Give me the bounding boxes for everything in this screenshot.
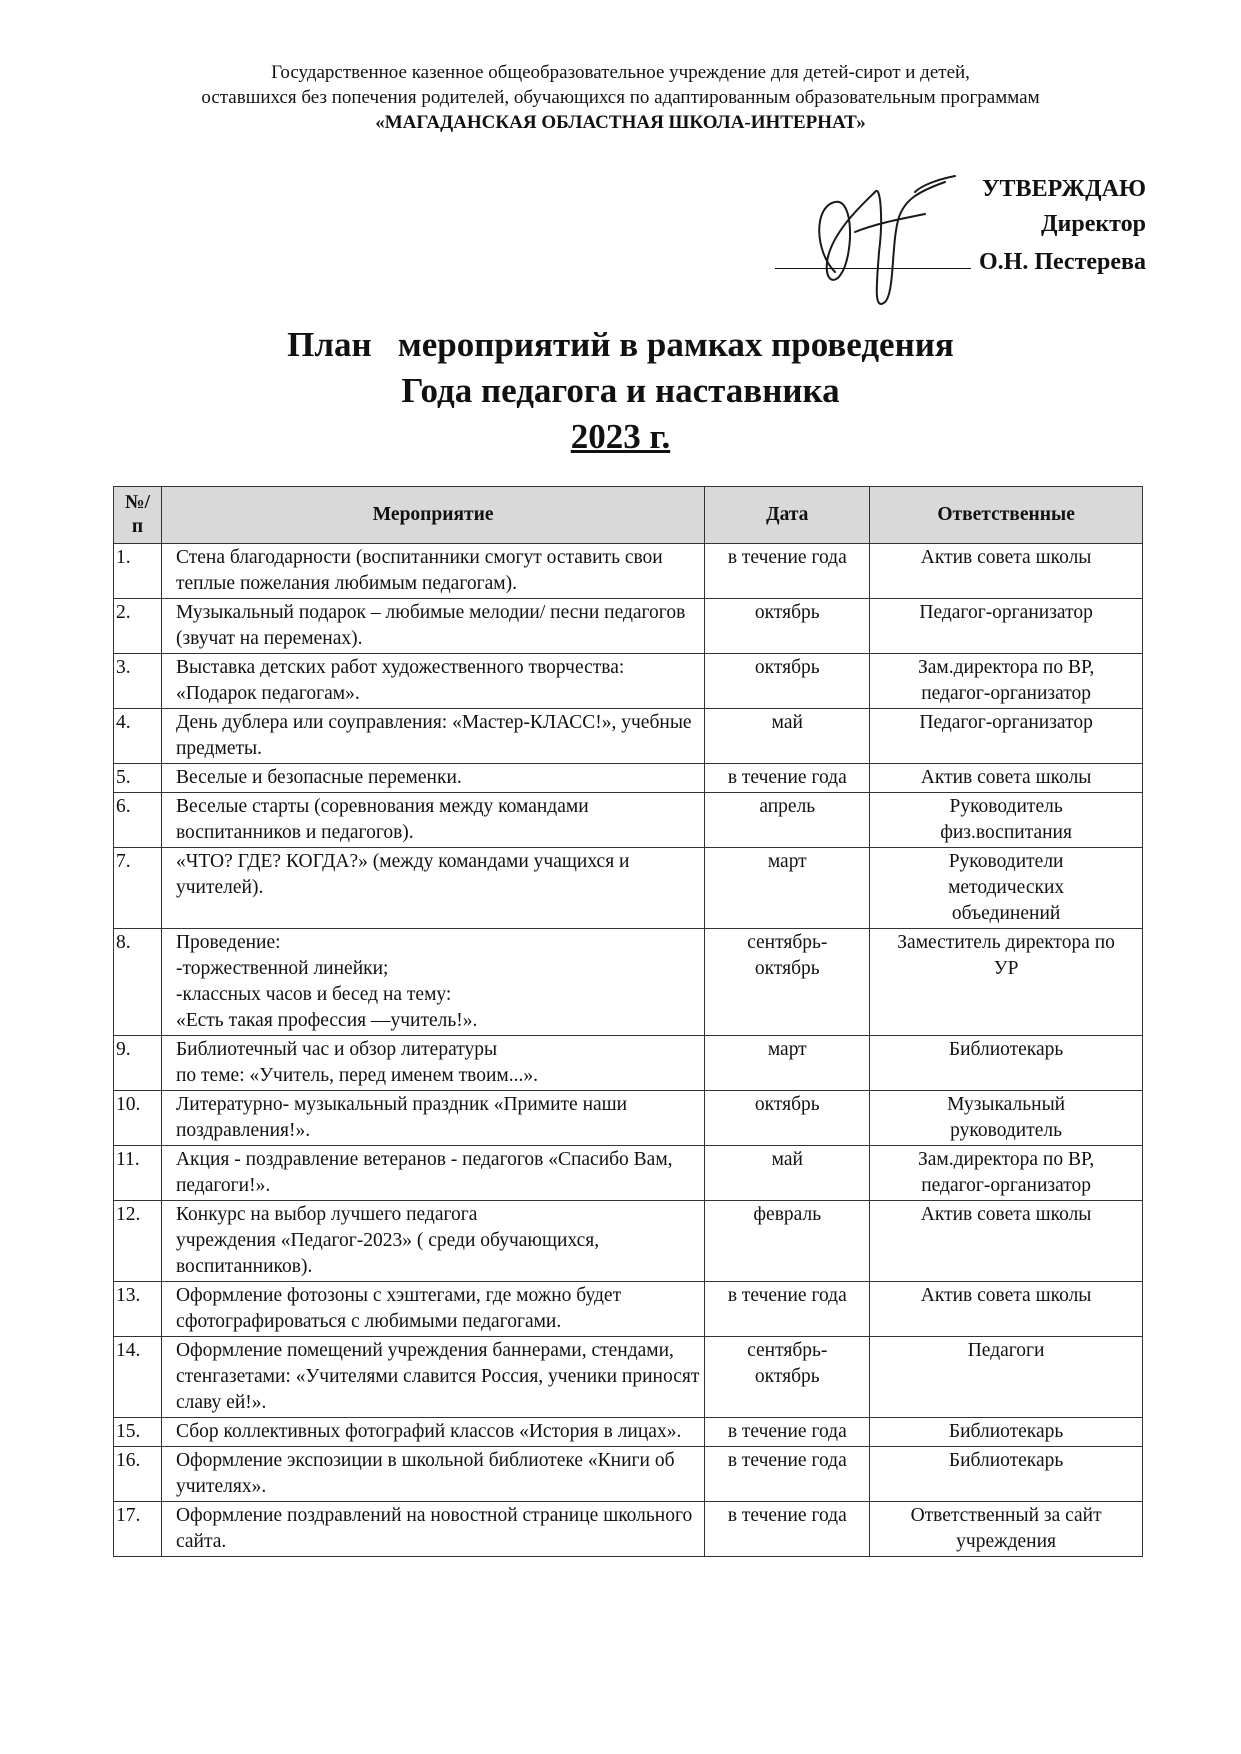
table-row — [114, 1447, 1143, 1502]
row-date: октябрь — [705, 599, 870, 654]
row-responsible: Ответственный за сайт учреждения — [870, 1502, 1143, 1557]
row-date: сентябрь- октябрь — [705, 929, 870, 1036]
table-row — [114, 764, 1143, 793]
row-responsible: Зам.директора по ВР, педагог-организатор — [870, 654, 1143, 709]
table-row — [114, 793, 1143, 848]
row-date: март — [705, 1036, 870, 1091]
row-responsible: Педагог-организатор — [870, 709, 1143, 764]
row-event: Оформление помещений учреждения баннерами, стендами, стенгазетами: «Учителями славится Россия, ученики приносят славу ей!». — [161, 1337, 704, 1418]
table-row — [114, 1091, 1143, 1146]
row-number: 15. — [114, 1418, 162, 1447]
row-responsible: Актив совета школы — [870, 764, 1143, 793]
table-row — [114, 1036, 1143, 1091]
row-event: Стена благодарности (воспитанники смогут оставить свои теплые пожелания любимым педагогам). — [161, 544, 704, 599]
row-date: в течение года — [705, 1282, 870, 1337]
row-event: Проведение: -торжественной линейки; -классных часов и бесед на тему: «Есть такая профессия —учитель!». — [161, 929, 704, 1036]
org-line-2: оставшихся без попечения родителей, обучающихся по адаптированным образовательным программам — [201, 87, 1040, 108]
title-year-text: 2023 г. — [570, 417, 671, 456]
row-event: Конкурс на выбор лучшего педагога учреждения «Педагог-2023» ( среди обучающихся, воспитанников). — [161, 1201, 704, 1282]
row-event: Веселые старты (соревнования между командами воспитанников и педагогов). — [161, 793, 704, 848]
row-number: 1. — [114, 544, 162, 599]
row-responsible: Библиотекарь — [870, 1418, 1143, 1447]
approval-position: Директор — [1041, 211, 1146, 237]
row-number: 2. — [114, 599, 162, 654]
signature-line — [775, 242, 971, 269]
approval-heading: УТВЕРЖДАЮ — [981, 176, 1146, 202]
row-date: май — [705, 1146, 870, 1201]
row-event: Оформление фотозоны с хэштегами, где можно будет сфотографироваться с любимыми педагогами. — [161, 1282, 704, 1337]
row-date: март — [705, 848, 870, 929]
row-event: Музыкальный подарок – любимые мелодии/ песни педагогов (звучат на переменах). — [161, 599, 704, 654]
row-number: 16. — [114, 1447, 162, 1502]
table-row — [114, 929, 1143, 1036]
table-row — [114, 654, 1143, 709]
row-date: в течение года — [705, 764, 870, 793]
row-event: Акция - поздравление ветеранов - педагогов «Спасибо Вам, педагоги!». — [161, 1146, 704, 1201]
row-number: 13. — [114, 1282, 162, 1337]
row-date: в течение года — [705, 544, 870, 599]
row-responsible: Актив совета школы — [870, 1282, 1143, 1337]
row-date: октябрь — [705, 654, 870, 709]
header-responsible: Ответственные — [870, 487, 1143, 544]
row-number: 4. — [114, 709, 162, 764]
row-date: октябрь — [705, 1091, 870, 1146]
row-responsible: Руководитель физ.воспитания — [870, 793, 1143, 848]
approval-signature-row — [775, 242, 1146, 280]
table-row — [114, 1337, 1143, 1418]
table-row — [114, 1502, 1143, 1557]
row-number: 14. — [114, 1337, 162, 1418]
row-event: Оформление поздравлений на новостной странице школьного сайта. — [161, 1502, 704, 1557]
row-responsible: Актив совета школы — [870, 1201, 1143, 1282]
events-table — [113, 486, 1143, 1557]
row-number: 10. — [114, 1091, 162, 1146]
row-date: в течение года — [705, 1447, 870, 1502]
row-responsible: Библиотекарь — [870, 1447, 1143, 1502]
header-date: Дата — [705, 487, 870, 544]
table-header-row — [114, 487, 1143, 544]
row-date: май — [705, 709, 870, 764]
row-number: 8. — [114, 929, 162, 1036]
document-title — [0, 322, 1241, 460]
row-number: 6. — [114, 793, 162, 848]
organization-header — [0, 60, 1241, 135]
row-event: Оформление экспозиции в школьной библиотеке «Книги об учителях». — [161, 1447, 704, 1502]
row-responsible: Актив совета школы — [870, 544, 1143, 599]
row-responsible: Педагоги — [870, 1337, 1143, 1418]
table-row — [114, 709, 1143, 764]
table-row — [114, 1418, 1143, 1447]
row-number: 12. — [114, 1201, 162, 1282]
row-responsible: Педагог-организатор — [870, 599, 1143, 654]
row-responsible: Библиотекарь — [870, 1036, 1143, 1091]
row-number: 17. — [114, 1502, 162, 1557]
approval-block — [775, 172, 1146, 280]
row-number: 3. — [114, 654, 162, 709]
org-line-1: Государственное казенное общеобразовательное учреждение для детей-сирот и детей, — [271, 62, 970, 83]
title-line-1: План мероприятий в рамках проведения — [287, 325, 954, 364]
row-responsible: Зам.директора по ВР, педагог-организатор — [870, 1146, 1143, 1201]
row-number: 5. — [114, 764, 162, 793]
table-row — [114, 599, 1143, 654]
table-row — [114, 1146, 1143, 1201]
title-year — [0, 414, 1241, 460]
row-event: День дублера или соуправления: «Мастер-КЛАСС!», учебные предметы. — [161, 709, 704, 764]
row-event: Библиотечный час и обзор литературы по теме: «Учитель, перед именем твоим...». — [161, 1036, 704, 1091]
row-event: Веселые и безопасные переменки. — [161, 764, 704, 793]
row-responsible: Руководители методических объединений — [870, 848, 1143, 929]
header-event: Мероприятие — [161, 487, 704, 544]
row-event: Сбор коллективных фотографий классов «История в лицах». — [161, 1418, 704, 1447]
row-event: Выставка детских работ художественного творчества: «Подарок педагогам». — [161, 654, 704, 709]
row-number: 11. — [114, 1146, 162, 1201]
row-date: в течение года — [705, 1502, 870, 1557]
row-date: сентябрь- октябрь — [705, 1337, 870, 1418]
table-row — [114, 544, 1143, 599]
row-responsible: Музыкальный руководитель — [870, 1091, 1143, 1146]
table-row — [114, 848, 1143, 929]
row-event: «ЧТО? ГДЕ? КОГДА?» (между командами учащихся и учителей). — [161, 848, 704, 929]
table-row — [114, 1201, 1143, 1282]
row-date: в течение года — [705, 1418, 870, 1447]
approval-name: О.Н. Пестерева — [978, 249, 1146, 275]
title-line-2: Года педагога и наставника — [401, 371, 840, 410]
org-name: «МАГАДАНСКАЯ ОБЛАСТНАЯ ШКОЛА-ИНТЕРНАТ» — [375, 112, 866, 133]
row-event: Литературно- музыкальный праздник «Примите наши поздравления!». — [161, 1091, 704, 1146]
row-number: 7. — [114, 848, 162, 929]
row-number: 9. — [114, 1036, 162, 1091]
header-number: №/ п — [114, 487, 162, 544]
row-date: апрель — [705, 793, 870, 848]
table-row — [114, 1282, 1143, 1337]
row-responsible: Заместитель директора по УР — [870, 929, 1143, 1036]
row-date: февраль — [705, 1201, 870, 1282]
